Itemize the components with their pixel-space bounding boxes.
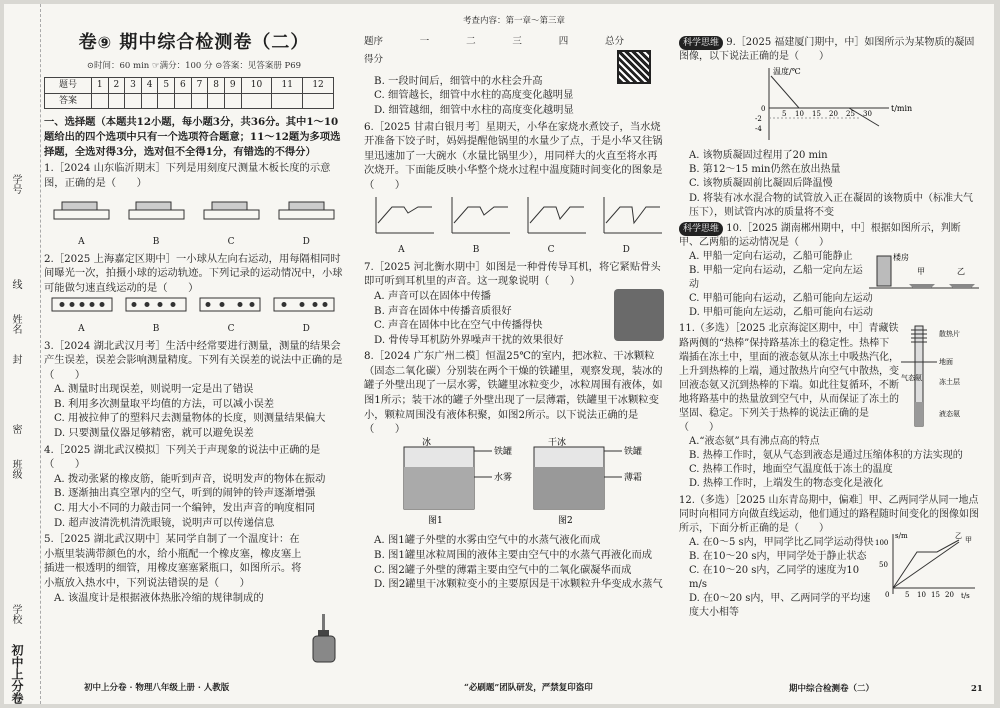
table-question-number: 12	[303, 78, 334, 94]
q9-tick-10: 10	[795, 110, 804, 119]
q12-tick-0: 0	[885, 590, 890, 599]
answer-cell[interactable]	[125, 93, 142, 109]
q9-axis-x: t/min	[891, 104, 913, 114]
q11-heat-pipe-figure	[901, 322, 979, 432]
q2-label-c: C	[227, 323, 235, 334]
fig-label-frost: 薄霜	[624, 472, 643, 483]
q7-earphone-photo	[614, 289, 664, 341]
q5-bottle-figure	[309, 614, 339, 664]
question-3: 3.［2024 湖北武汉月考］生活中经常要进行测量，测量的结果会产生误差，误差会影响测量精度。下列有关误差的说法中正确的是（ ）	[44, 339, 343, 381]
q12-option-c: C. 在10～20 s内，乙同学的速度为10 m/s	[689, 565, 860, 591]
table-question-number: 11	[272, 78, 303, 94]
fig-label-dry-ice: 干冰	[548, 437, 567, 448]
strip-label: 学号	[10, 174, 21, 194]
middle-footer: “必刷题”团队研发，严禁复印盗印	[464, 683, 593, 694]
q3-option-a: A. 测量时出现误差，则说明一定是出了错误	[54, 383, 254, 396]
q6-label-d: D	[622, 245, 630, 256]
score-row-label: 得分	[364, 54, 384, 66]
q10-option-a: A. 甲船一定向右运动，乙船可能静止	[689, 250, 853, 262]
left-column	[44, 4, 344, 704]
table-question-number: 3	[125, 78, 142, 94]
q11-option-b: B. 热棒工作时，氨从气态到液态是通过压缩体积的方法实现的	[689, 450, 963, 462]
q4-option-d: D. 超声波清洗机清洗眼镜，说明声可以传递信息	[54, 516, 275, 529]
q5-option-b: B. 一段时间后，细管中的水柱会升高	[374, 74, 543, 87]
q1-label-b: B	[152, 236, 160, 247]
fig-caption-1: 图1	[428, 515, 443, 526]
q5-option-a: A. 该温度计是根据液体热胀冷缩的规律制成的	[54, 591, 264, 604]
title-number: ⑨	[97, 33, 113, 52]
q3-option-c: C. 用被拉伸了的塑料尺去测量物体的长度，则测量结果偏大	[54, 412, 326, 425]
question-6: 6.［2025 甘肃白银月考］星期天，小华在家烧水煮饺子，当水烧开准备下饺子时，妈妈提醒他锅里的水量少了点，于是小华又往锅里迅速加了一大碗水（水量比锅里少），用同样大的火直至将水再次烧开。下面能反映小华整个烧水过程中温度随时间变化的图象是（ ）	[364, 120, 663, 191]
q10-option-c: C. 甲船可能向右运动，乙船可能向左运动	[689, 293, 873, 305]
page-number: 21	[971, 683, 983, 694]
ruler-a	[54, 202, 109, 219]
ruler-d	[279, 202, 334, 219]
answer-cell[interactable]	[158, 93, 175, 109]
answer-cell[interactable]	[108, 93, 125, 109]
q7-options	[364, 289, 664, 347]
q9-axis-y: 温度/℃	[773, 67, 801, 77]
q12-label-yi: 乙	[955, 531, 962, 540]
qr-code[interactable]	[617, 50, 651, 84]
question-7: 7.［2025 河北衡水期中］如图是一种骨传导耳机，将它紧贴骨头即可听到耳机里的声音。这一现象说明（ ）	[364, 260, 661, 288]
q8-option-a: A. 图1罐子外壁的水雾由空气中的水蒸气液化而成	[374, 534, 601, 547]
table-question-number: 1	[91, 78, 108, 94]
q9-tick-neg2: -2	[755, 115, 762, 124]
right-column	[679, 4, 983, 704]
q12-st-graph	[875, 530, 979, 600]
q4-option-c: C. 用大小不同的力敲击同一个编钟，发出声音的响度相同	[54, 502, 316, 515]
q8-option-b: B. 图1罐里冰粒周围的液体主要由空气中的水蒸气再液化而成	[374, 549, 653, 562]
score-part-2: 二	[466, 35, 476, 47]
q11-label-ground: 地面	[939, 358, 953, 367]
q9-option-a: A. 该物质凝固过程用了20 min	[689, 150, 828, 162]
q10-option-d: D. 甲船可能向左运动，乙船可能向右运动	[689, 307, 874, 319]
answer-table-answers	[45, 93, 334, 109]
q12-block	[679, 531, 979, 621]
table-question-number: 7	[191, 78, 208, 94]
q1-label-c: C	[227, 236, 235, 247]
q11-option-c: C. 热棒工作时，地面空气温度低于冻土的温度	[689, 464, 893, 476]
q6-label-a: A	[398, 245, 405, 256]
q12-option-b: B. 在10～20 s内，甲同学处于静止状态	[689, 550, 867, 562]
question-1: 1.［2024 山东临沂期末］下列是用刻度尺测量木板长度的示意图，正确的是（ ）	[44, 162, 331, 189]
q12-tick-15: 15	[931, 590, 940, 599]
section-1-heading: 一、选择题（本题共12小题，每小题3分，共36分。其中1～10题给出的四个选项中只有一个选项符合题意；11～12题为多项选择题，全选对得3分，选对但不全得1分，有错选的不得分）	[44, 116, 341, 158]
q10-option-b: B. 甲船一定向右运动，乙船一定向左运动	[689, 265, 863, 291]
q5-option-c: C. 细管越长，细管中水柱的高度变化越明显	[374, 89, 574, 102]
q9-tick-neg4: -4	[755, 125, 762, 134]
answer-table-header	[45, 78, 334, 94]
answer-cell[interactable]	[191, 93, 208, 109]
binding-strip	[4, 4, 41, 704]
strip-brand: 初中上分卷	[10, 644, 24, 704]
q4-option-a: A. 拨动张紧的橡皮筋，能听到声音，说明发声的物体在振动	[54, 472, 326, 485]
q1-option-labels	[44, 235, 344, 250]
q9-tick-5: 5	[782, 110, 787, 119]
q9-cooling-graph	[679, 64, 979, 144]
title-main: 期中综合检测卷（二）	[119, 32, 310, 53]
q10-ships-figure	[869, 250, 979, 294]
q12-tick-10: 10	[917, 590, 926, 599]
score-header	[364, 35, 664, 50]
answer-cell[interactable]	[241, 93, 272, 109]
answer-cell[interactable]	[175, 93, 192, 109]
table-question-number: 6	[175, 78, 192, 94]
q9-tick-20: 20	[829, 110, 838, 119]
question-8: 8.［2024 广东广州二模］恒温25℃的室内，把冰粒、干冰颗粒（固态二氧化碳）分别装在两个干燥的铁罐里，观察发现，装冰的罐子外壁出现了一层水雾，铁罐里冰粒变少，冰粒周围有液体，如图1所示；装干冰的罐子外壁出现了一层薄霜，铁罐里干冰颗粒变小，颗粒周围没有液体积聚，如图2所示。以下说法正确的是（ ）	[364, 350, 663, 436]
q12-tick-5: 5	[905, 590, 910, 599]
q8-can-figures	[364, 437, 664, 529]
table-question-number: 4	[141, 78, 158, 94]
right-footer: 期中综合检测卷（二）	[789, 683, 875, 694]
q8-option-c: C. 图2罐子外壁的薄霜主要由空气中的二氧化碳凝华而成	[374, 563, 632, 576]
table-question-number: 2	[108, 78, 125, 94]
table-header-label: 题号	[45, 78, 92, 94]
fig-label-can-2: 铁罐	[624, 446, 643, 457]
question-9	[679, 36, 979, 64]
q2-option-labels	[44, 322, 344, 337]
score-part-3: 三	[512, 35, 522, 47]
q1-label-a: A	[78, 236, 85, 247]
q11-label-gas-ammonia: 气态氨	[901, 374, 922, 383]
strip-label: 线	[10, 279, 21, 289]
fig-label-ice: 冰	[422, 437, 432, 448]
q12-axis-t: t/s	[961, 591, 970, 600]
q10-options	[679, 250, 979, 320]
q9-origin: 0	[761, 105, 766, 114]
strip-label: 姓名	[10, 314, 21, 334]
q7-option-b: B. 声音在固体中传播音质很好	[374, 304, 512, 317]
score-label: 题序	[364, 35, 384, 47]
answer-cell[interactable]	[208, 93, 225, 109]
q3-option-b: B. 利用多次测量取平均值的方法，可以减小误差	[54, 397, 275, 410]
table-answer-label: 答案	[45, 93, 92, 109]
answer-table	[44, 77, 334, 109]
strip-label: 密	[10, 424, 21, 434]
strip-label: 班级	[10, 459, 21, 479]
question-2: 2.［2025 上海嘉定区期中］一小球从左向右运动，用每隔相同时间曝光一次，拍摄小球的运动轨迹。下列记录的运动情况中，小球可能做匀速直线运动的是（ ）	[44, 252, 343, 294]
q9-tag: 科学思维	[679, 36, 723, 50]
score-part-1: 一	[419, 35, 430, 47]
strip-label: 封	[10, 354, 21, 364]
answer-cell[interactable]	[224, 93, 241, 109]
fig-label-mist: 水雾	[494, 472, 513, 483]
page-title	[44, 32, 344, 53]
q10-label-ship-b: 乙	[957, 266, 965, 276]
q9-tick-30: 30	[863, 110, 872, 119]
q1-ruler-figures	[44, 190, 344, 228]
q6-label-b: B	[472, 245, 480, 256]
title-prefix: 卷	[78, 32, 98, 53]
q2-dot-figures	[44, 295, 344, 315]
q3-option-d: D. 只要测量仪器足够精密，就可以避免误差	[54, 427, 254, 440]
q7-option-d: D. 骨传导耳机防外界噪声干扰的效果很好	[374, 333, 564, 346]
q7-option-c: C. 声音在固体中比在空气中传播得快	[374, 319, 543, 332]
fig-caption-2: 图2	[558, 515, 573, 526]
score-part-4: 四	[558, 35, 569, 47]
ruler-c	[204, 202, 259, 219]
ruler-b	[129, 202, 184, 219]
exam-meta: ⊙时间：60 min ☞满分：100 分 ⊙答案：见答案册 P69	[86, 60, 302, 71]
q11-block	[679, 322, 979, 435]
q12-line-yi	[893, 542, 959, 588]
q10-text: 10.［2025 湖南郴州期中，中］根据如图所示，判断甲、乙两船的运动情况是（ ）	[679, 222, 961, 248]
table-question-number: 9	[224, 78, 241, 94]
q9-option-d: D. 将装有冰水混合物的试管放入正在凝固的该物质中（标准大气压下），则试管内冰的质量将不变	[689, 192, 974, 218]
answer-cell[interactable]	[303, 93, 334, 109]
question-4: 4.［2025 湖北武汉模拟］下列关于声现象的说法中正确的是（ ）	[44, 443, 321, 471]
q2-label-a: A	[78, 323, 85, 334]
question-12: 12.（多选）［2025 山东青岛期中，偏难］甲、乙两同学从同一地点同时向相同方向做直线运动，他们通过的路程随时间变化的图像如图所示，下面分析正确的是（ ）	[679, 494, 979, 534]
q9-option-c: C. 该物质凝固前比凝固后降温慢	[689, 178, 833, 190]
q12-tick-100: 100	[875, 538, 889, 547]
q2-label-b: B	[152, 323, 160, 334]
q11-label-fins: 散热片	[939, 330, 960, 339]
q1-label-d: D	[302, 236, 310, 247]
middle-column	[364, 4, 664, 704]
left-footer: 初中上分卷 · 物理八年级上册 · 人教版	[84, 683, 230, 694]
q10-label-building: 楼房	[893, 252, 909, 262]
exam-sheet	[4, 4, 994, 704]
q10-tag: 科学思维	[679, 222, 723, 236]
q6-label-c: C	[547, 245, 555, 256]
answer-cell[interactable]	[91, 93, 108, 109]
content-scope: 考查内容：第一章～第三章	[462, 16, 565, 26]
q11-label-liquid-ammonia: 液态氨	[939, 410, 960, 419]
q9-tick-25: 25	[846, 110, 855, 119]
table-question-number: 5	[158, 78, 175, 94]
q12-tick-20: 20	[945, 590, 954, 599]
question-5: 5.［2025 湖北武汉期中］某同学自制了一个温度计：在小瓶里装满带颜色的水，给小瓶配一个橡皮塞，橡皮塞上插进一根透明的细管，用橡皮塞塞紧瓶口，如图所示。将小瓶放入热水中，下列说法错误的是（ ）	[44, 533, 302, 589]
q5-option-d: D. 细管越细，细管中水柱的高度变化越明显	[374, 103, 574, 116]
table-question-number: 8	[208, 78, 225, 94]
q12-option-d: D. 在0～20 s内，甲、乙两同学的平均速度大小相等	[689, 593, 871, 619]
answer-cell[interactable]	[141, 93, 158, 109]
strip-label: 学校	[10, 604, 21, 624]
q6-option-labels	[364, 243, 664, 258]
q9-tick-15: 15	[812, 110, 821, 119]
answer-cell[interactable]	[272, 93, 303, 109]
table-question-number: 10	[241, 78, 272, 94]
q12-tick-50: 50	[879, 560, 888, 569]
q4-option-b: B. 逐渐抽出真空罩内的空气，听到的闹钟的铃声逐渐增强	[54, 487, 316, 500]
q9-text: 9.［2025 福建厦门期中，中］如图所示为某物质的凝固图像，以下说法正确的是（ ）	[679, 37, 975, 63]
q9-option-b: B. 第12～15 min仍然在放出热量	[689, 164, 841, 176]
q2-label-d: D	[302, 323, 310, 334]
question-11: 11.（多选）［2025 北京海淀区期中，中］青藏铁路两侧的“热棒”保持路基冻土的稳定性。热棒下端插在冻土中，里面的液态氨从冻土中吸热汽化，上升到热棒的上端，通过散热片向空气中散热，变回液态氨又沉到热棒的下端。如此往复循环，不断地将路基中的热量放到空气中，从而保证了冻土的坚固、稳定。下列关于热棒的说法正确的是（ ）	[679, 323, 899, 434]
question-10	[679, 222, 979, 250]
q8-option-d: D. 图2罐里干冰颗粒变小的主要原因是干冰颗粒升华变成水蒸气	[374, 578, 663, 591]
q6-graphs	[364, 193, 664, 237]
q11-option-a: A.“液态氨”具有沸点高的特点	[689, 436, 820, 448]
q11-label-permafrost: 冻土层	[939, 378, 960, 387]
q10-label-ship-a: 甲	[917, 266, 925, 276]
q11-option-d: D. 热棒工作时，上端发生的物态变化是液化	[689, 478, 884, 490]
q12-axis-s: s/m	[895, 531, 908, 540]
fig-label-can-1: 铁罐	[494, 446, 513, 457]
score-total: 总分	[604, 35, 624, 47]
q12-label-jia: 甲	[965, 535, 972, 544]
q7-option-a: A. 声音可以在固体中传播	[374, 289, 491, 302]
q12-option-a: A. 在0～5 s内，甲同学比乙同学运动得快	[689, 536, 874, 548]
